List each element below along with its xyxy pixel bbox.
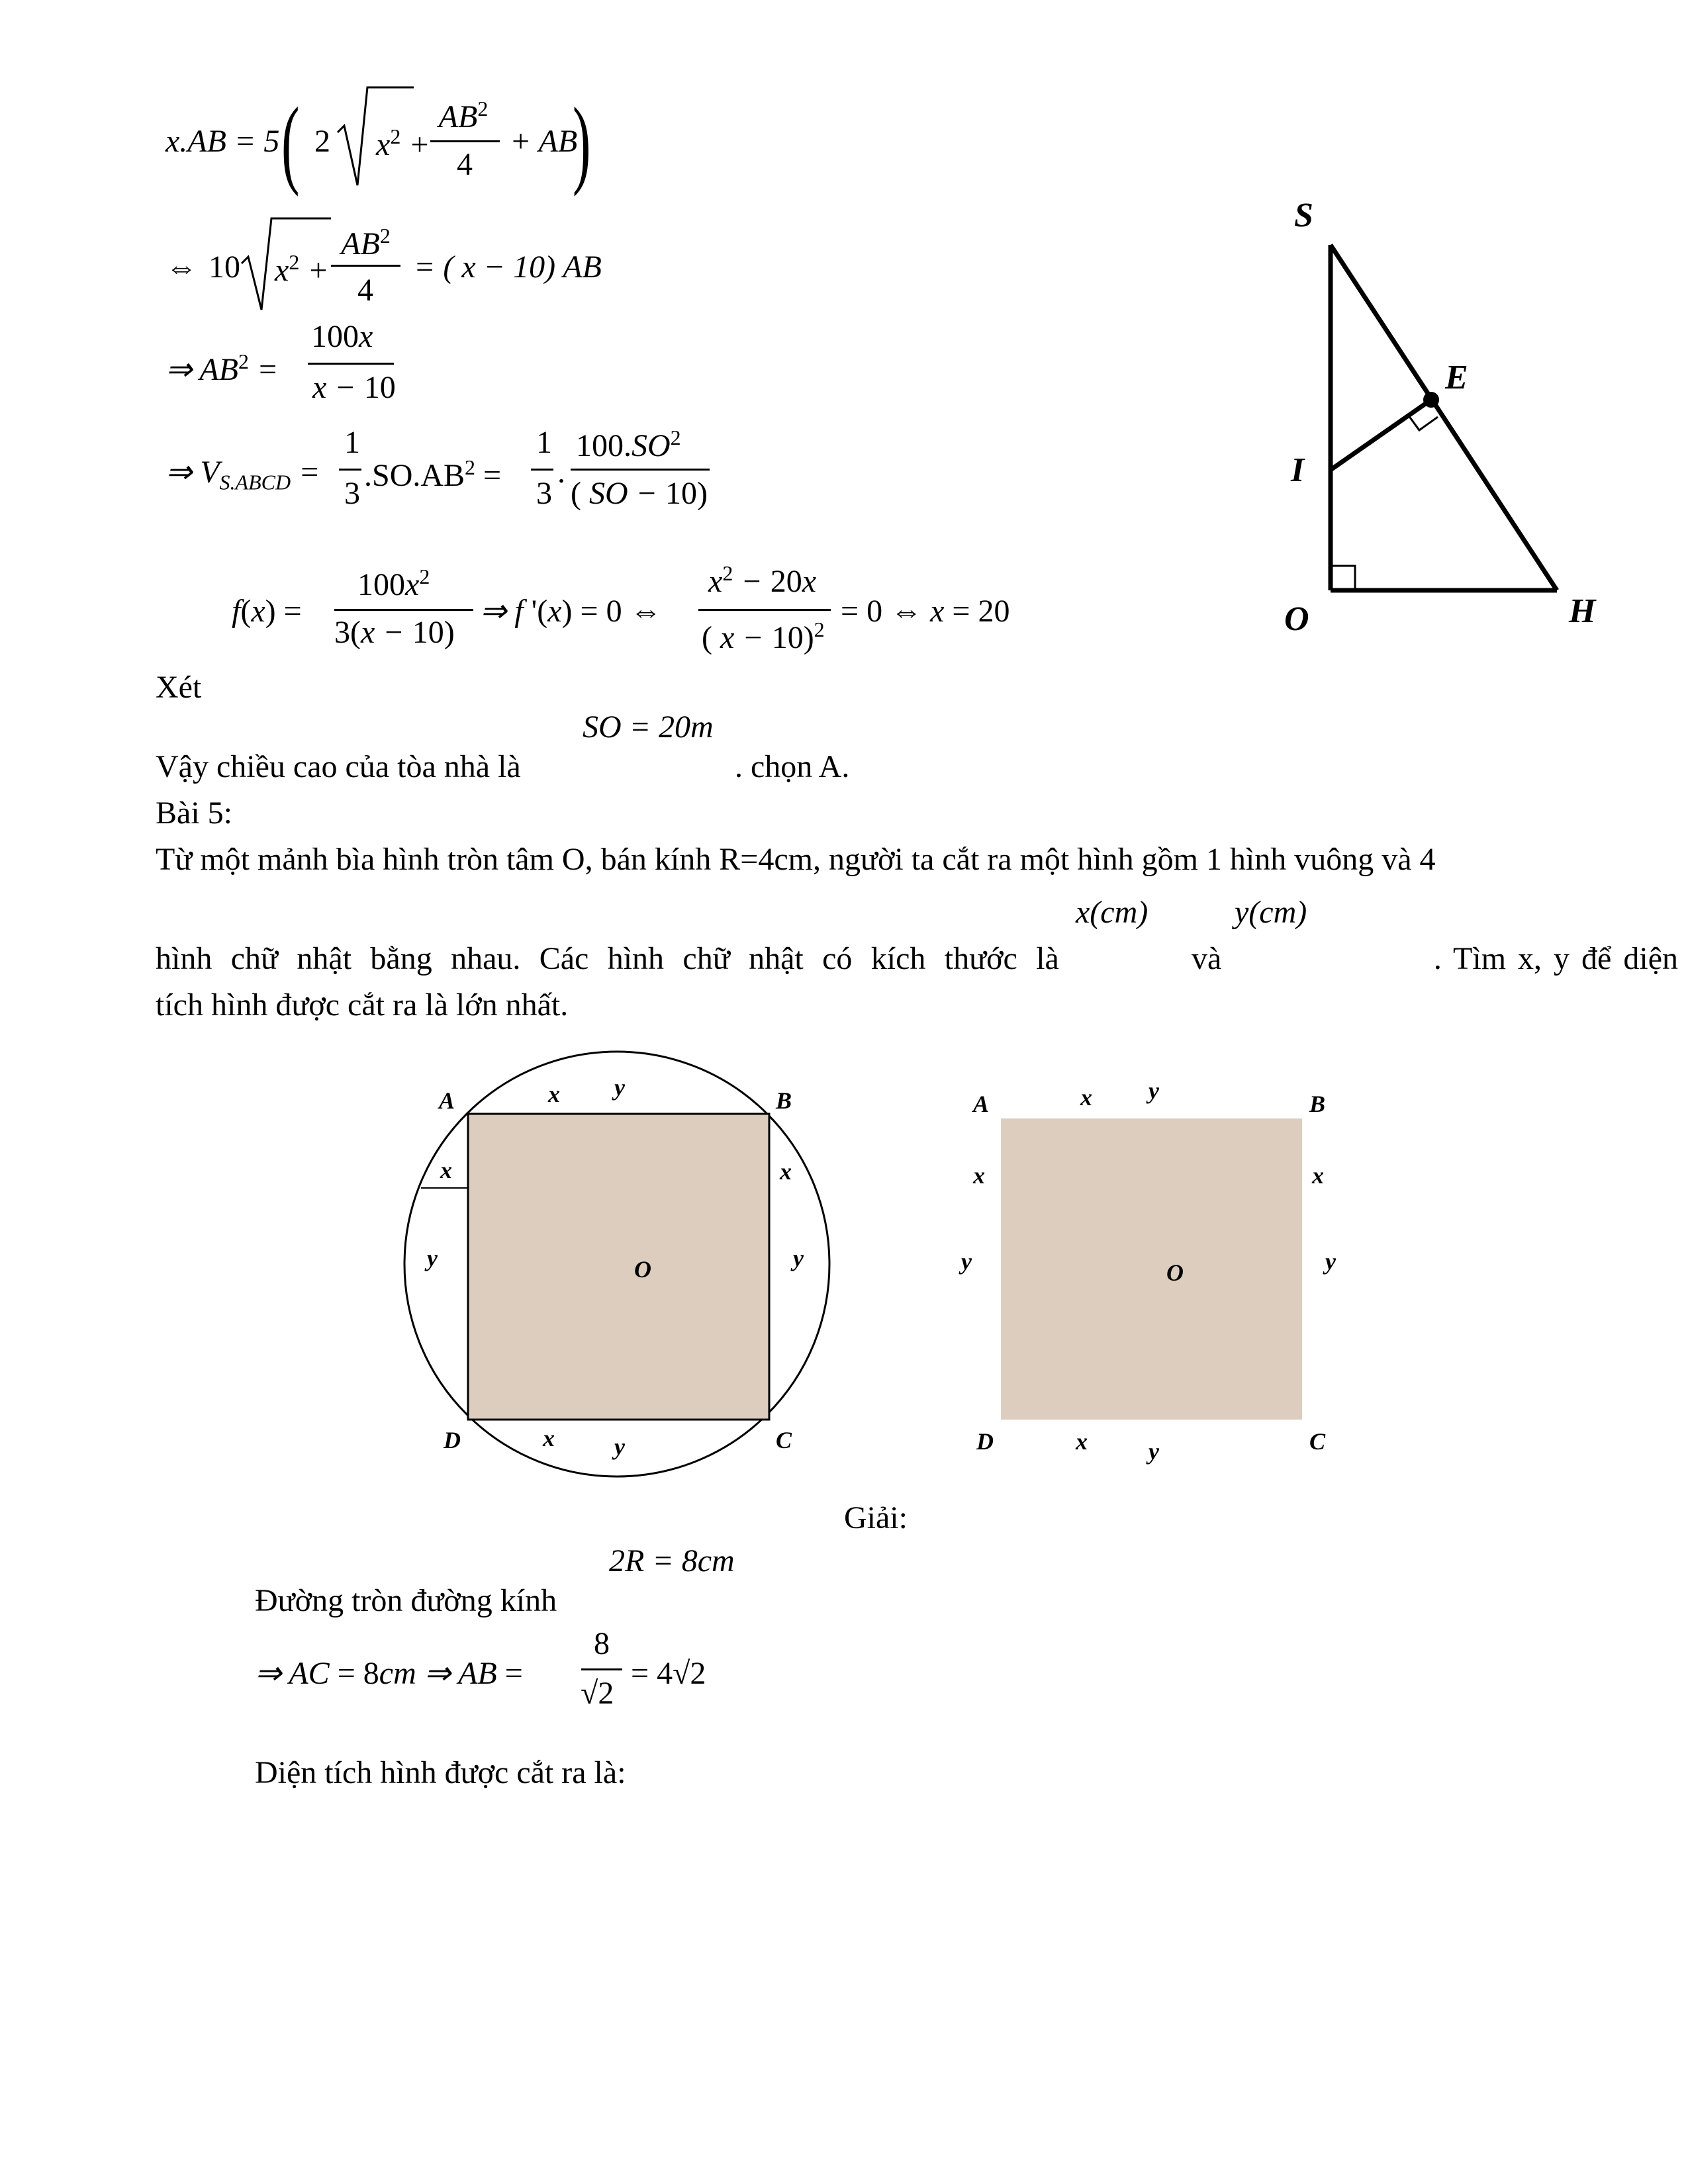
xet-text: Xét	[156, 670, 202, 705]
two-r-formula: 2R = 8cm	[609, 1543, 735, 1578]
word: bằng	[370, 941, 432, 976]
label-I: I	[1291, 451, 1305, 489]
fig2-bottom-x: x	[1076, 1428, 1088, 1455]
fig2-center-O: O	[1166, 1259, 1184, 1286]
bai5-line2-tail: . Tìm x, y để diện	[1433, 941, 1678, 976]
formula-line-4: ⇒ $V_{S.ABCD}$ = 1 3 $.SO.AB^2$ = 1 3 . $100.SO^2$ ( SO − 10)	[165, 417, 761, 516]
fig1-corner-D: D	[444, 1427, 461, 1453]
conclusion-prefix: Vậy chiều cao của tòa nhà là	[156, 749, 521, 784]
word: hình	[156, 941, 212, 976]
formula-line-2: ⇔ 10 $x^2$ + $AB^2$ 4 = ( x − 10) AB	[165, 212, 629, 311]
bai5-line3: tích hình được cắt ra là lớn nhất.	[156, 987, 569, 1023]
formula-line-1-text	[0, 0, 1, 1]
word: hình	[607, 941, 665, 976]
duong-tron-text: Đường tròn đường kính	[255, 1583, 557, 1618]
formula-line-1: x.AB = 5 ( 2 $x^2$ + $AB^2$ 4 + AB )	[165, 87, 591, 197]
fig1-corner-B: B	[776, 1087, 792, 1114]
fig1-corner-C: C	[776, 1427, 792, 1453]
label-E: E	[1445, 359, 1468, 396]
va-text: và	[1192, 941, 1222, 976]
fig1-right-y: y	[793, 1245, 804, 1271]
label-S: S	[1294, 197, 1313, 234]
fig2-corner-D: D	[976, 1428, 994, 1455]
word: kích	[870, 941, 926, 976]
fig1-bottom-y: y	[614, 1433, 625, 1460]
so-result: SO = 20m	[583, 709, 714, 745]
conclusion-suffix: . chọn A.	[735, 749, 850, 784]
fig1-bottom-x: x	[543, 1425, 555, 1451]
fig2-left-y: y	[961, 1248, 972, 1275]
fig2-left-x: x	[973, 1162, 985, 1189]
word: là	[1036, 941, 1059, 976]
word: chữ	[682, 941, 730, 976]
fig1-top-x: x	[548, 1081, 560, 1107]
word: có	[822, 941, 853, 976]
formula-line-3: ⇒ $AB^2$ = 100x x − 10	[165, 319, 396, 405]
label-O: O	[1284, 600, 1309, 638]
giai-heading: Giải:	[844, 1500, 908, 1535]
fig1-corner-A: A	[439, 1087, 455, 1114]
bai5-line1: Từ một mảnh bìa hình tròn tâm O, bán kính R=4cm, người ta cắt ra một hình gồm 1 hình vuông và 4	[156, 842, 1436, 877]
label-H: H	[1569, 592, 1596, 630]
formula-line-5: f(x) = $100x^2$ 3(x − 10) ⇒ f '(x) = 0 ⇔ $x^2 - 20x$ ( x − 10)$^2$ = 0 ⇔ x = 20	[232, 561, 1010, 655]
fig1-top-y: y	[614, 1074, 625, 1101]
dim-y: y(cm)	[1235, 895, 1307, 930]
fig2-bottom-y: y	[1149, 1438, 1159, 1465]
fig1-left-x: x	[440, 1157, 452, 1183]
fig1-center-O: O	[634, 1256, 651, 1283]
fig1-right-x: x	[780, 1158, 792, 1185]
word: nhật	[297, 941, 352, 976]
fig2-right-x: x	[1312, 1162, 1324, 1189]
ac-ab-formula: ⇒ AC = 8cm ⇒ AB = 8 √2 = 4√2	[255, 1626, 706, 1711]
word: nhật	[749, 941, 804, 976]
fig2-top-y: y	[1149, 1077, 1159, 1104]
dien-tich-text: Diện tích hình được cắt ra là:	[255, 1755, 626, 1790]
word: Các	[539, 941, 589, 976]
word: thước	[944, 941, 1017, 976]
fig2-corner-C: C	[1309, 1428, 1326, 1455]
fig2-corner-A: A	[973, 1091, 990, 1117]
fig2-right-y: y	[1325, 1248, 1336, 1275]
bai5-title: Bài 5:	[156, 796, 232, 831]
word: chữ	[230, 941, 279, 976]
word: nhau.	[451, 941, 521, 976]
fig1-left-y: y	[427, 1245, 438, 1271]
fig2-corner-B: B	[1309, 1091, 1326, 1117]
dim-x: x(cm)	[1076, 895, 1149, 930]
fig2-top-x: x	[1080, 1084, 1092, 1111]
